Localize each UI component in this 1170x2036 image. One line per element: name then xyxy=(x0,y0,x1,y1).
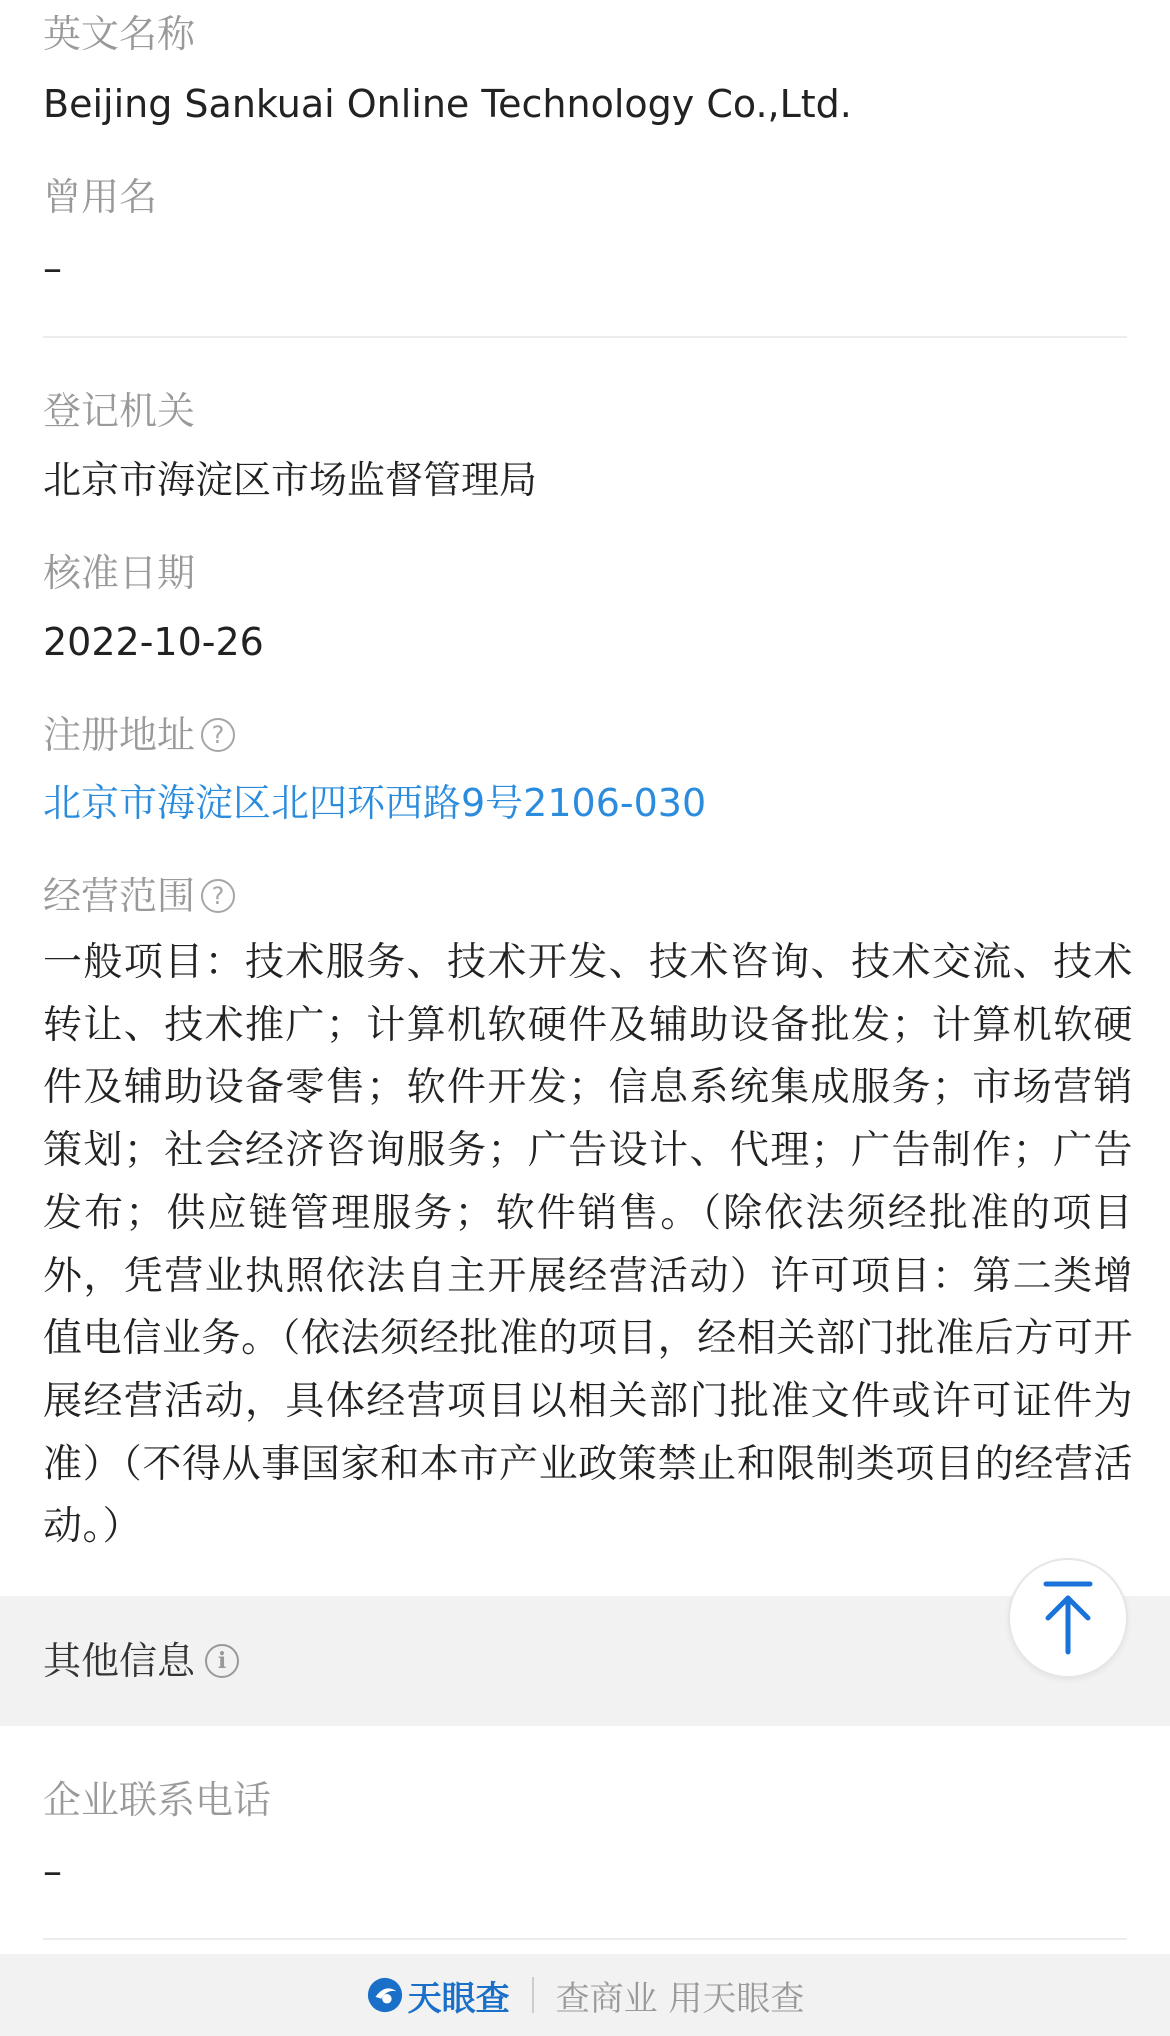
business-scope-label xyxy=(43,871,235,921)
arrow-up-icon xyxy=(1038,1580,1098,1656)
footer-divider xyxy=(43,1938,1127,1940)
footer-slogan: 查商业 用天眼查 xyxy=(555,1978,805,2019)
contact-phone-value: – xyxy=(43,1849,62,1893)
english-name-value: Beijing Sankuai Online Technology Co.,Ltd. xyxy=(43,82,852,126)
other-info-title-text: 其他信息 xyxy=(43,1639,196,1683)
help-icon[interactable]: ? xyxy=(201,879,235,913)
back-to-top-button[interactable] xyxy=(1008,1558,1128,1678)
registration-authority-value: 北京市海淀区市场监督管理局 xyxy=(43,458,538,502)
footer-banner[interactable] xyxy=(0,1954,1170,2036)
approval-date-label: 核准日期 xyxy=(43,551,196,595)
help-icon[interactable]: ? xyxy=(201,718,235,752)
registered-address-label xyxy=(43,710,235,760)
registration-authority-label: 登记机关 xyxy=(43,389,196,433)
registered-address-label-text: 注册地址 xyxy=(43,713,196,757)
other-info-section-header xyxy=(0,1596,1170,1726)
approval-date-value: 2022-10-26 xyxy=(43,620,264,664)
footer-separator xyxy=(532,1977,534,2013)
registered-address-link[interactable]: 北京市海淀区北四环西路9号2106-030 xyxy=(43,781,707,825)
former-name-value: – xyxy=(43,246,62,290)
business-scope-value: 一般项目：技术服务、技术开发、技术咨询、技术交流、技术转让、技术推广；计算机软硬件及辅助设备批发；计算机软硬件及辅助设备零售；软件开发；信息系统集成服务；市场营销策划；社会经济咨询服务；广告设计、代理；广告制作；广告发布；供应链管理服务；软件销售。（除依法须经批准的项目外，凭营业执照依法自主开展经营活动）许可项目：第二类增值电信业务。（依法须经批准的项目，经相关部门批准后方可开展经营活动，具体经营项目以相关部门批准文件或许可证件为准）（不得从事国家和本市产业政策禁止和限制类项目的经营活动。） xyxy=(43,940,1133,1550)
info-icon[interactable]: i xyxy=(205,1644,239,1678)
former-name-label: 曾用名 xyxy=(43,175,158,219)
other-info-title xyxy=(43,1636,239,1686)
contact-phone-label: 企业联系电话 xyxy=(43,1778,272,1822)
tianyancha-logo-icon xyxy=(366,1976,404,2014)
section-divider xyxy=(43,336,1127,338)
business-scope-label-text: 经营范围 xyxy=(43,874,196,918)
brand-name: 天眼查 xyxy=(407,1978,510,2019)
brand-logo xyxy=(366,1971,510,2020)
english-name-label: 英文名称 xyxy=(43,12,196,56)
